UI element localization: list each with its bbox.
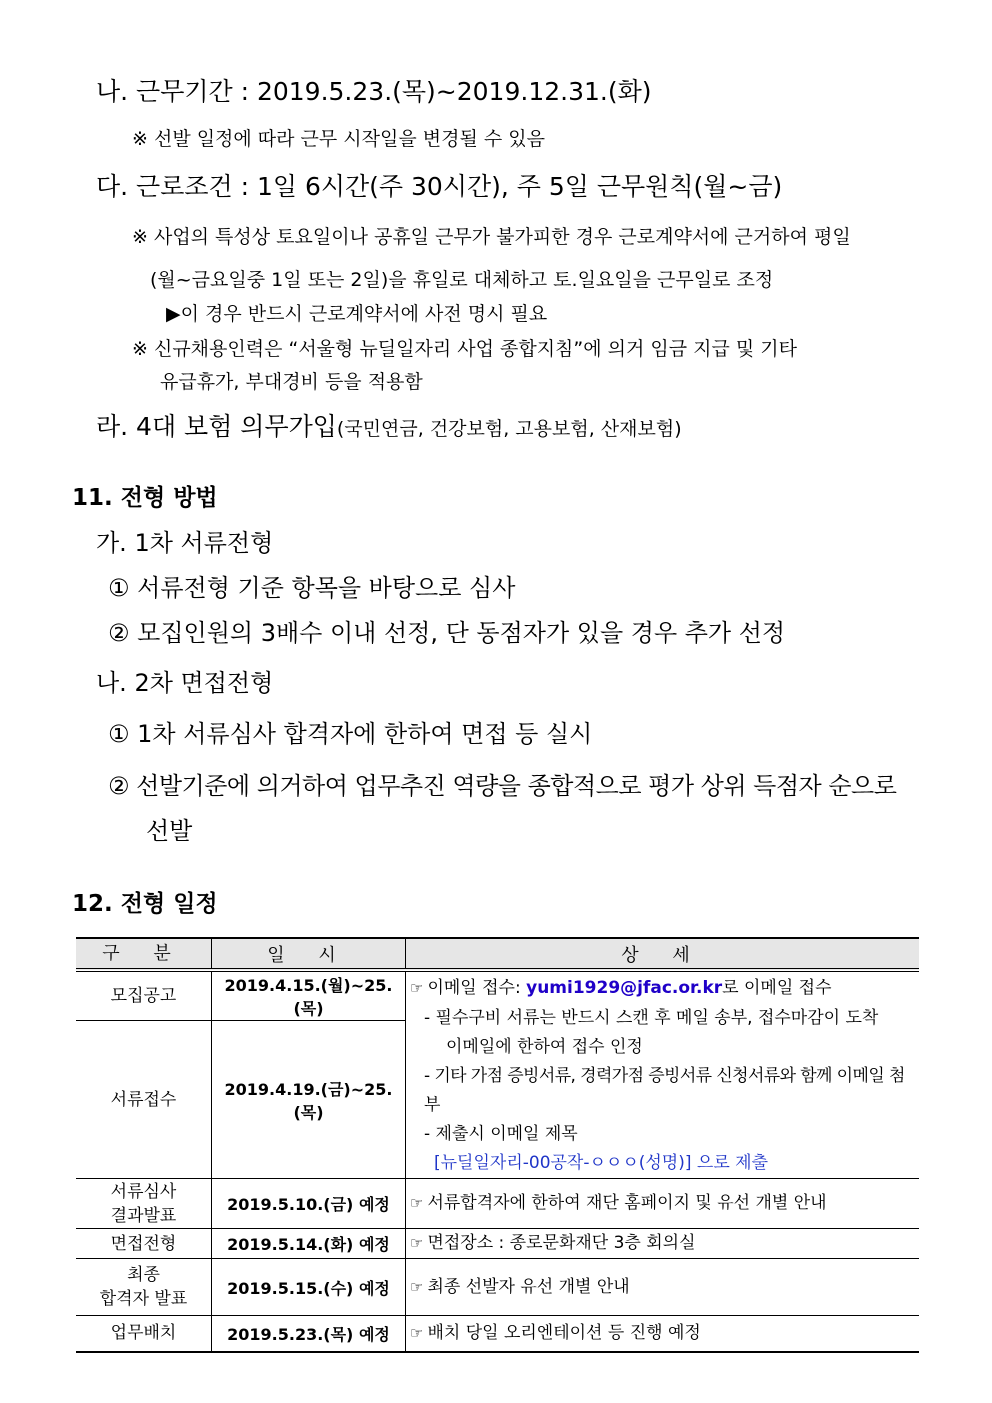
detail-line: - 필수구비 서류는 반드시 스캔 후 메일 송부, 접수마감이 도착: [424, 1008, 879, 1028]
stage1-item1: ① 서류전형 기준 항목을 바탕으로 심사: [108, 574, 516, 602]
detail-line: 이메일에 한하여 접수 인정: [446, 1037, 643, 1057]
schedule-table: [76, 937, 919, 1353]
header-category: 구 분: [76, 938, 212, 970]
header-date: 일 시: [212, 938, 406, 970]
insurance: [96, 407, 682, 443]
conditions-note1-line1: ※ 사업의 특성상 토요일이나 공휴일 근무가 불가피한 경우 근로계약서에 근거하여 평일: [132, 226, 851, 248]
table-row: [76, 970, 919, 1021]
conditions-note1-line3: ▶이 경우 반드시 근로계약서에 사전 명시 필요: [166, 303, 548, 325]
row-detail: [406, 1229, 920, 1259]
row-date: 2019.4.15.(월)~25.(목): [212, 970, 406, 1021]
table-row: [76, 1259, 919, 1316]
stage2-item2-line2: 선발: [146, 817, 193, 845]
detail-line: - 기타 가점 증빙서류, 경력가점 증빙서류 신청서류와 함께 이메일 첨부: [424, 1066, 905, 1115]
detail-suffix: 로 이메일 접수: [722, 978, 832, 998]
header-detail: 상 세: [406, 938, 920, 970]
work-period-note: ※ 선발 일정에 따라 근무 시작일을 변경될 수 있음: [132, 128, 545, 150]
row-date: 2019.5.10.(금) 예정: [212, 1179, 406, 1229]
section-12-title: 12. 전형 일정: [72, 891, 218, 917]
row-date: 2019.5.23.(목) 예정: [212, 1316, 406, 1352]
conditions-note2-line2: 유급휴가, 부대경비 등을 적용함: [160, 371, 423, 393]
row-detail: [406, 1179, 920, 1229]
row-detail: [406, 970, 920, 1179]
hand-pointer-icon: ☞: [410, 979, 424, 997]
stage2-title: 나. 2차 면접전형: [96, 669, 274, 697]
stage1-title: 가. 1차 서류전형: [96, 529, 274, 557]
contact-email[interactable]: yumi1929@jfac.or.kr: [526, 978, 723, 998]
category-line: 합격자 발표: [99, 1289, 188, 1309]
work-conditions: 다. 근로조건 : 1일 6시간(주 30시간), 주 5일 근무원칙(월~금): [96, 172, 783, 201]
hand-pointer-icon: ☞: [410, 1234, 424, 1252]
category-line: 결과발표: [110, 1205, 177, 1226]
hand-pointer-icon: ☞: [410, 1277, 424, 1296]
row-category: [76, 1259, 212, 1316]
email-subject-format: [뉴딜일자리-00공작-ㅇㅇㅇ(성명)] 으로 제출: [434, 1153, 768, 1173]
table-row: [76, 1316, 919, 1352]
table-row: [76, 1179, 919, 1229]
row-category: 업무배치: [76, 1316, 212, 1352]
work-period: 나. 근무기간 : 2019.5.23.(목)~2019.12.31.(화): [96, 77, 652, 106]
row-category: 모집공고: [76, 970, 212, 1021]
insurance-detail: (국민연금, 건강보험, 고용보험, 산재보험): [336, 418, 682, 440]
conditions-note1-line2: (월~금요일중 1일 또는 2일)을 휴일로 대체하고 토.일요일을 근무일로 조정: [150, 269, 774, 291]
row-category: 서류접수: [76, 1021, 212, 1179]
section-11-title: 11. 전형 방법: [72, 485, 218, 511]
category-line: 최종: [127, 1265, 160, 1285]
hand-pointer-icon: ☞: [410, 1323, 424, 1342]
row-date: 2019.5.15.(수) 예정: [212, 1259, 406, 1316]
row-date: 2019.5.14.(화) 예정: [212, 1229, 406, 1259]
stage1-item2: ② 모집인원의 3배수 이내 선정, 단 동점자가 있을 경우 추가 선정: [108, 619, 786, 647]
table-row: [76, 1229, 919, 1259]
detail-text: 배치 당일 오리엔테이션 등 진행 예정: [427, 1322, 701, 1343]
table-header-row: [76, 938, 919, 970]
detail-line: - 제출시 이메일 제목: [424, 1124, 578, 1144]
conditions-note2-line1: ※ 신규채용인력은 “서울형 뉴딜일자리 사업 종합지침”에 의거 임금 지급 및 기타: [132, 338, 797, 360]
detail-prefix: 이메일 접수:: [427, 978, 527, 998]
row-detail: [406, 1316, 920, 1352]
detail-text: 최종 선발자 유선 개별 안내: [427, 1276, 630, 1297]
hand-pointer-icon: ☞: [410, 1194, 424, 1212]
stage2-item1: ① 1차 서류심사 합격자에 한하여 면접 등 실시: [108, 720, 593, 748]
row-category: [76, 1179, 212, 1229]
detail-text: 서류합격자에 한하여 재단 홈페이지 및 유선 개별 안내: [427, 1193, 827, 1213]
insurance-main: 라. 4대 보험 의무가입: [96, 412, 337, 441]
row-date: 2019.4.19.(금)~25.(목): [212, 1021, 406, 1179]
detail-text: 면접장소 : 종로문화재단 3층 회의실: [427, 1233, 696, 1253]
stage2-item2-line1: ② 선발기준에 의거하여 업무추진 역량을 종합적으로 평가 상위 득점자 순으로: [108, 772, 897, 800]
category-line: 서류심사: [110, 1181, 177, 1202]
row-detail: [406, 1259, 920, 1316]
row-category: 면접전형: [76, 1229, 212, 1259]
